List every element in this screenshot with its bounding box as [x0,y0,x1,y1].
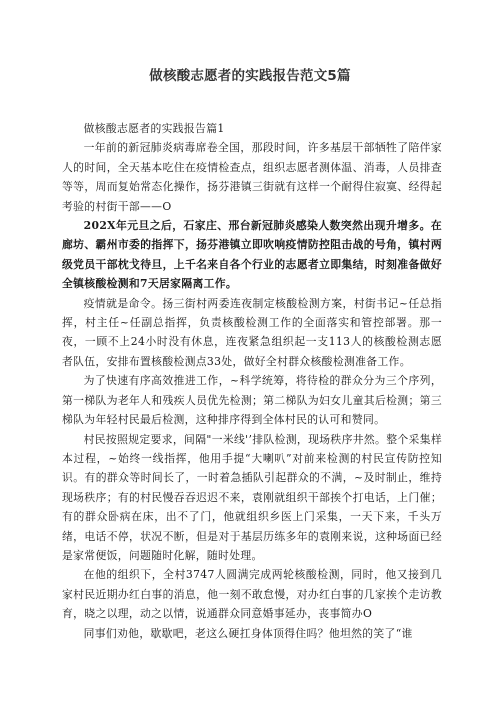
paragraph-5: 村民按照规定要求，间隔"一米线'’排队检测，现场秩序井然。整个采集样本过程，~始终一线指挥，他用手提“大喇叭”对前来检测的村民宣传防控知识。有的群众等时间长了，一时着急插队引起群众的不满，~及时制止，维持现场秩序；有的村民慢吞吞迟迟不来，袁刚就组织干部挨个打电话，上门催；有的群众卧病在床，出不了门，他就组织乡医上门采集，一天下来，千头万绪，电话不停，状况不断，但是对于基层历练多年的袁刚来说，这种场面已经是家常便饭，问题随时化解，随时处理。 [62,432,442,562]
paragraph-6: 在他的组织下，全村3747人圆满完成两轮核酸检测，同时，他又接到几家村民近期办红白事的消息，他一刻不敢怠慢，对办红白事的几家挨个走访教育，晓之以理，动之以情，说通群众同意婚事延办，丧事简办O [62,568,442,621]
paragraph-1: 一年前的新冠肺炎病毒席卷全国，那段时间，许多基层干部牺牲了陪伴家人的时间，全天基本吃住在疫情检查点，组织志愿者测体温、消毒，人员排查等等，周而复始常态化操作，扬芬港镇三街就有这样一个耐得住寂寞、经得起考验的村街干部——O [62,141,442,213]
paragraph-3: 疫情就是命令。扬三街村两委连夜制定核酸检测方案，村街书记~任总指挥，村主任~任副总指挥，负责核酸检测工作的全面落实和管控部署。那一夜，一顾不上24小时没有休息，连夜紧急组织起一支113人的核酸检测志愿者队伍，安排布置核酸检测点33处，做好全村群众核酸检测准备工作。 [62,296,442,368]
paragraph-4: 为了快速有序高效推进工作，~科学统筹，将待检的群众分为三个序列，第一梯队为老年人和残疾人员优先检测；第二梯队为妇女儿童其后检测；第三梯队为年轻村民最后检测，这种排序得到全体村民的认可和赞同。 [62,374,442,427]
paragraph-2: 202X年元旦之后，石家庄、邢台新冠肺炎感染人数突然出现升增多。在廊坊、霸州市委的指挥下，扬芬港镇立即吹响疫情防控阻击战的号角，镇村两级党员干部枕戈待旦，上千名来自各个行业的志愿者立即集结，时刻准备做好全镇核酸检测和7天居家隔离工作。 [62,219,442,291]
document-title: 做核酸志愿者的实践报告范文5篇 [149,68,351,84]
section-heading: 做核酸志愿者的实践报告篇1 [83,122,225,135]
paragraph-7: 同事们劝他，歇歇吧，老这么硬扛身体顶得住吗？他坦然的笑了“谁 [83,626,413,640]
document-body [62,119,442,643]
